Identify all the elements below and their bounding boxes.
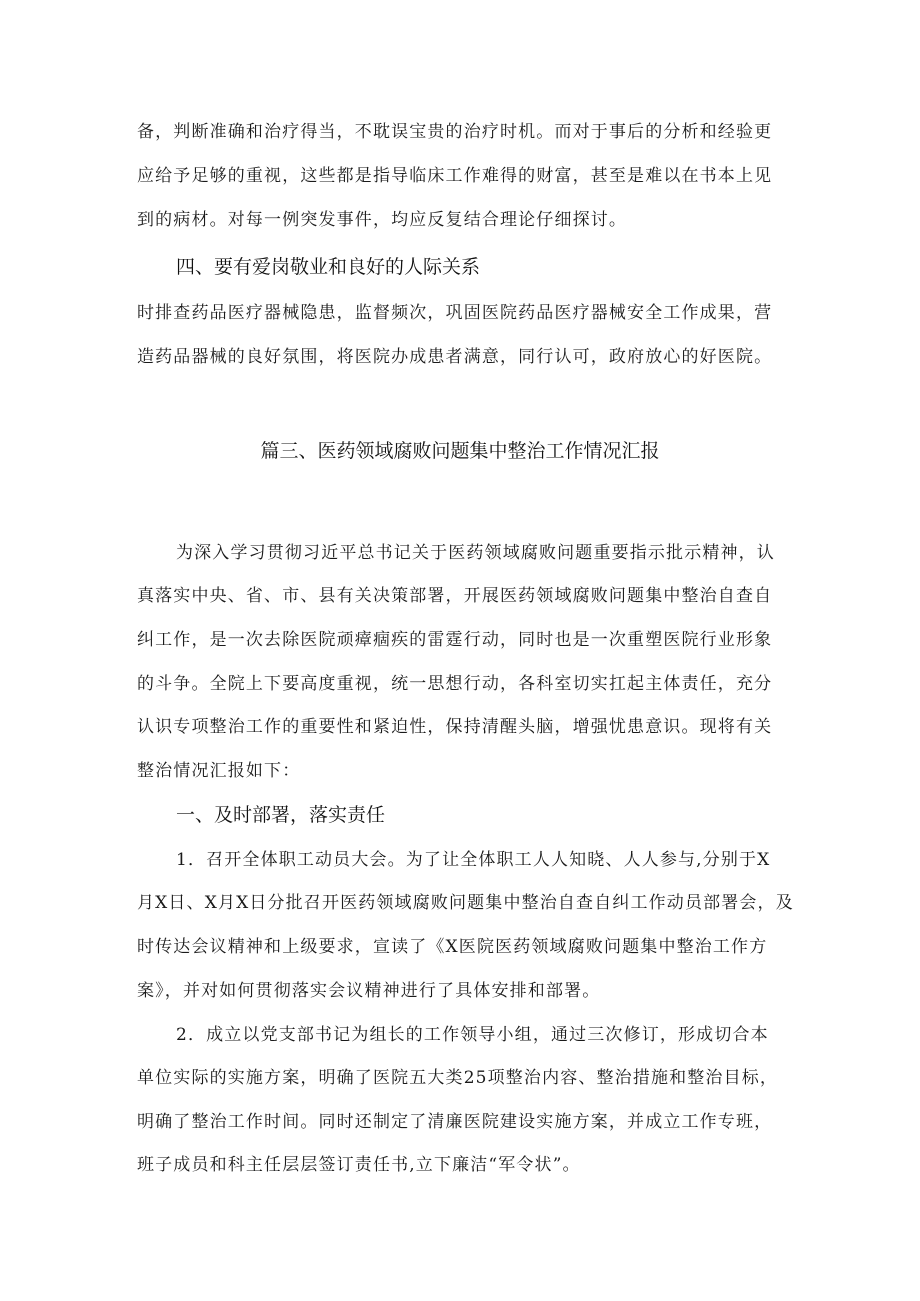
para1-line-1: 备，判断准确和治疗得当，不耽误宝贵的治疗时机。而对于事后的分析和经验更 <box>137 122 773 142</box>
para3-line-1: 为深入学习贯彻习近平总书记关于医药领域腐败问题重要指示批示精神，认 <box>176 543 775 563</box>
section-heading-4: 四、要有爱岗敬业和良好的人际关系 <box>176 256 481 278</box>
item2-line-2: 单位实际的实施方案，明确了医院五大类25项整治内容、整治措施和整治目标， <box>137 1068 779 1088</box>
para2-line-2: 造药品器械的良好氛围，将医院办成患者满意，同行认可，政府放心的好医院。 <box>137 347 773 367</box>
para3-line-5: 认识专项整治工作的重要性和紧迫性，保持清醒头脑，增强忧患意识。现将有关 <box>137 717 773 737</box>
item1-line-1: 1．召开全体职工动员大会。为了让全体职工人人知晓、人人参与,分别于X <box>176 850 771 870</box>
item1-line-4: 案》，并对如何贯彻落实会议精神进行了具体安排和部署。 <box>137 981 601 1001</box>
para3-line-6: 整治情况汇报如下： <box>137 761 301 781</box>
para1-line-3: 到的病材。对每一例突发事件，均应反复结合理论仔细探讨。 <box>137 210 628 230</box>
item1-line-2: 月X日、X月X日分批召开医药领域腐败问题集中整治自查自纠工作动员部署会，及 <box>137 893 794 913</box>
section-heading-1: 一、及时部署，落实责任 <box>176 804 386 826</box>
item2-line-3: 明确了整治工作时间。同时还制定了清廉医院建设实施方案，并成立工作专班， <box>137 1112 773 1132</box>
para3-line-2: 真落实中央、省、市、县有关决策部署，开展医药领域腐败问题集中整治自查自 <box>137 586 773 606</box>
item1-line-3: 时传达会议精神和上级要求，宣读了《X医院医药领域腐败问题集中整治工作方 <box>137 937 768 957</box>
section-title: 篇三、医药领域腐败问题集中整治工作情况汇报 <box>260 440 660 462</box>
para1-line-2: 应给予足够的重视，这些都是指导临床工作难得的财富，甚至是难以在书本上见 <box>137 166 773 186</box>
para3-line-3: 纠工作，是一次去除医院顽瘴痼疾的雷霆行动，同时也是一次重塑医院行业形象 <box>137 630 773 650</box>
para3-line-4: 的斗争。全院上下要高度重视，统一思想行动，各科室切实扛起主体责任，充分 <box>137 674 773 694</box>
item2-line-1: 2．成立以党支部书记为组长的工作领导小组，通过三次修订，形成切合本 <box>176 1025 769 1045</box>
para2-line-1: 时排查药品医疗器械隐患，监督频次，巩固医院药品医疗器械安全工作成果，营 <box>137 303 773 323</box>
item2-line-4: 班子成员和科主任层层签订责任书,立下廉洁“军令状”。 <box>137 1155 581 1175</box>
